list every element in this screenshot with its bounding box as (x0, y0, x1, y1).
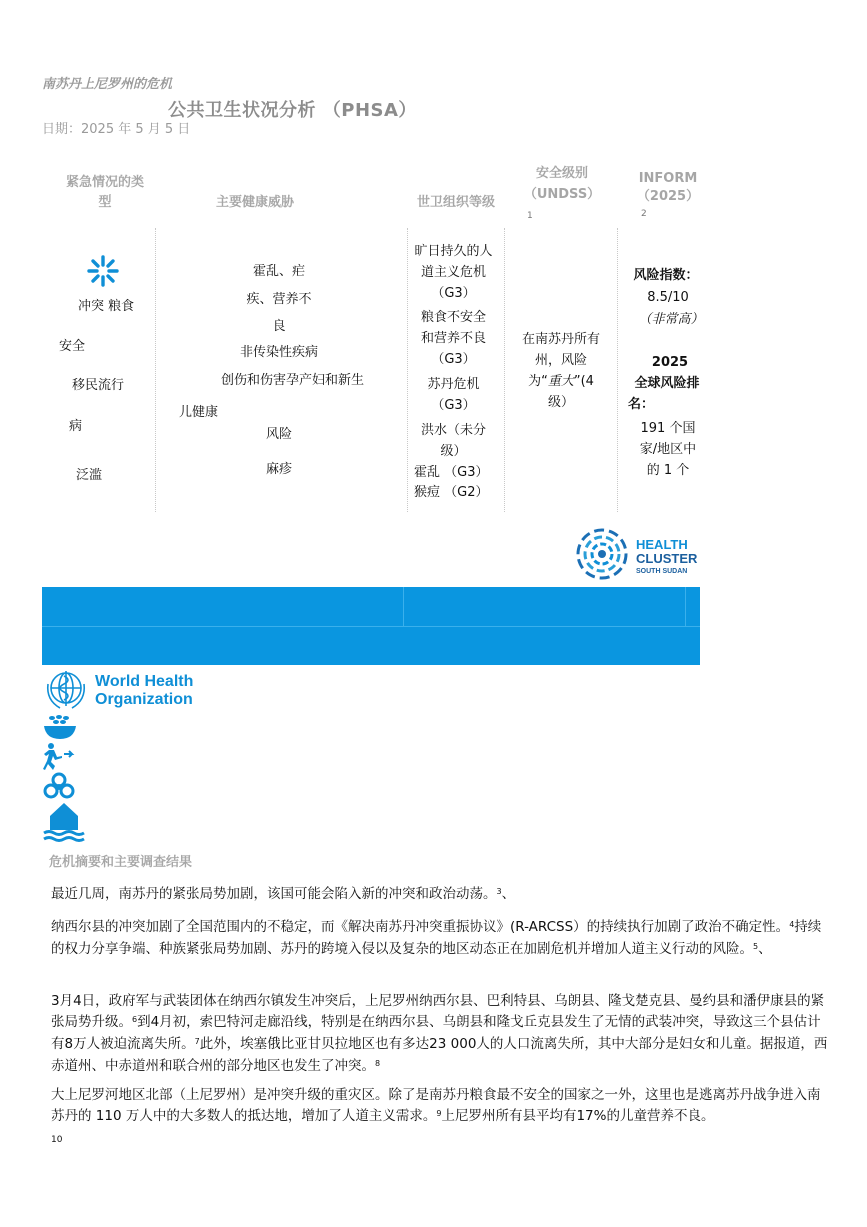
who-grade-line: 猴痘 （G2） (414, 485, 489, 500)
column-header-inform: INFORM（2025） (636, 171, 700, 204)
emergency-type-security: 安全 (59, 339, 86, 354)
who-grade-line: 旷日持久的人 (414, 244, 493, 259)
column-divider (155, 228, 156, 512)
who-name-2: Organization (95, 691, 193, 708)
who-grade-line: 和营养不良 (420, 331, 486, 346)
who-grade-line: （G3） (431, 398, 476, 413)
document-title: 公共卫生状况分析 （PHSA） (168, 100, 417, 121)
health-cluster-text-2: CLUSTER (636, 551, 698, 566)
who-grade-line: 霍乱 （G3） (414, 465, 489, 480)
health-threat-line: 疾、营养不 (246, 292, 312, 307)
banner-divider (685, 587, 686, 626)
emergency-type-disease: 病 (69, 419, 83, 434)
summary-paragraph-4: 大上尼罗河地区北部（上尼罗州）是冲突升级的重灾区。除了是南苏丹粮食最不安全的国家之一外，这里也是逃离苏丹战争进入南苏丹的 110 万人中的大多数人的抵达地，增加了人道主义需求。$^9$上尼罗州所有县平均有17%的儿童营养不良。 10 (51, 1087, 821, 1145)
security-line: 级） (547, 395, 574, 410)
who-grade-line: （G3） (431, 286, 476, 301)
health-threat-line: 创伤和伤害孕产妇和新生 (220, 373, 364, 388)
health-threat-line: 良 (272, 319, 286, 334)
global-rank-value: 191 个国 (640, 421, 696, 436)
health-threat-line: 霍乱、疟 (252, 264, 305, 279)
emergency-type-flood: 泛滥 (76, 468, 103, 483)
document-date: 日期：2025 年 5 月 5 日 (42, 122, 191, 137)
risk-index-description: （非常高） (638, 312, 704, 327)
health-threat-line: 风险 (265, 427, 292, 442)
column-header-security-level: 安全级别（UNDSS） (523, 166, 601, 202)
footnote-ref-1: 1 (527, 211, 533, 221)
global-rank-label: 全球风险排 (634, 376, 700, 391)
section-title-crisis-summary: 危机摘要和主要调查结果 (49, 855, 193, 870)
summary-paragraph-2: 纳西尔县的冲突加剧了全国范围内的不稳定，而《解决南苏丹冲突重振协议》(R-ARCSS）的持续执行加剧了政治不确定性。$^4$持续的权力分享争端、种族紧张局势加剧、苏丹的跨境入侵以及复杂的地区动态正在加剧危机并增加人道主义行动的风险。$^5$、 (51, 919, 822, 957)
security-line: 在南苏丹所有 (521, 332, 600, 347)
who-grade-line: 级） (440, 444, 467, 459)
risk-index-label: 风险指数： (633, 268, 699, 283)
who-grade-line: 洪水（未分 (420, 423, 486, 438)
health-threat-line: 非传染性疾病 (239, 345, 318, 360)
health-cluster-text-3: SOUTH SUDAN (636, 568, 688, 575)
health-cluster-swirl-logo (574, 526, 630, 582)
who-grade-line: 粮食不安全 (420, 310, 486, 325)
health-threat-line: 麻疹 (265, 462, 292, 477)
who-grade-line: （G3） (431, 352, 476, 367)
security-line: 为“重大”(4 (528, 374, 594, 389)
emergency-type-migration: 移民流行 (72, 378, 125, 393)
footnote-ref-2: 2 (641, 209, 647, 219)
column-header-who-grade: 世卫组织等级 (416, 195, 495, 210)
summary-paragraph-1: 最近几周，南苏丹的紧张局势加剧，该国可能会陷入新的冲突和政治动荡。$^3$、 (51, 886, 516, 902)
security-line: 州，风险 (534, 353, 587, 368)
who-grade-line: 道主义危机 (420, 265, 486, 280)
global-rank-label: 名： (628, 397, 655, 412)
who-emblem-icon (42, 666, 90, 714)
health-threat-line: 儿健康 (179, 405, 219, 420)
column-divider (504, 228, 505, 512)
column-header-health-threats: 主要健康威胁 (215, 195, 294, 210)
risk-index-value: 8.5/10 (647, 290, 689, 305)
health-cluster-text-1: HEALTH (636, 537, 688, 552)
column-header-emergency-type: 紧急情况的类型 (65, 175, 144, 210)
person-running-icon (42, 742, 76, 772)
global-rank-year: 2025 (651, 355, 689, 370)
who-grade-line: 苏丹危机 (427, 377, 480, 392)
sunburst-icon (86, 254, 120, 288)
emergency-type-conflict-food: 冲突 粮食 (78, 299, 135, 314)
banner-divider (42, 626, 700, 627)
biohazard-icon (42, 772, 76, 800)
who-name-1: World Health (95, 673, 194, 690)
summary-paragraph-3: 3月4日，政府军与武装团体在纳西尔镇发生冲突后，上尼罗州纳西尔县、巴利特县、乌朗县、隆戈楚克县、曼约县和潘伊康县的紧张局势升级。$^6$到4月初，索巴特河走廊沿线，特别是在纳西尔县、乌朗县和隆戈丘克县发生了无情的武装冲突，导致这三个县估计有8万人被迫流离失所。$^7$此外，埃塞俄比亚甘贝拉地区也有多达23 000人的人口流离失所，其中大部分是妇女和儿童。据报道，西赤道州、中赤道州和联合州的部分地区也发生了冲突。$^8$ (51, 993, 828, 1074)
food-bowl-icon (42, 713, 78, 741)
banner-divider (403, 587, 404, 626)
document-subtitle: 南苏丹上尼罗州的危机 (42, 77, 173, 92)
flood-house-icon (42, 800, 86, 845)
global-rank-value: 家/地区中 (639, 442, 697, 457)
column-divider (617, 228, 618, 512)
global-rank-value: 的 1 个 (646, 463, 690, 478)
